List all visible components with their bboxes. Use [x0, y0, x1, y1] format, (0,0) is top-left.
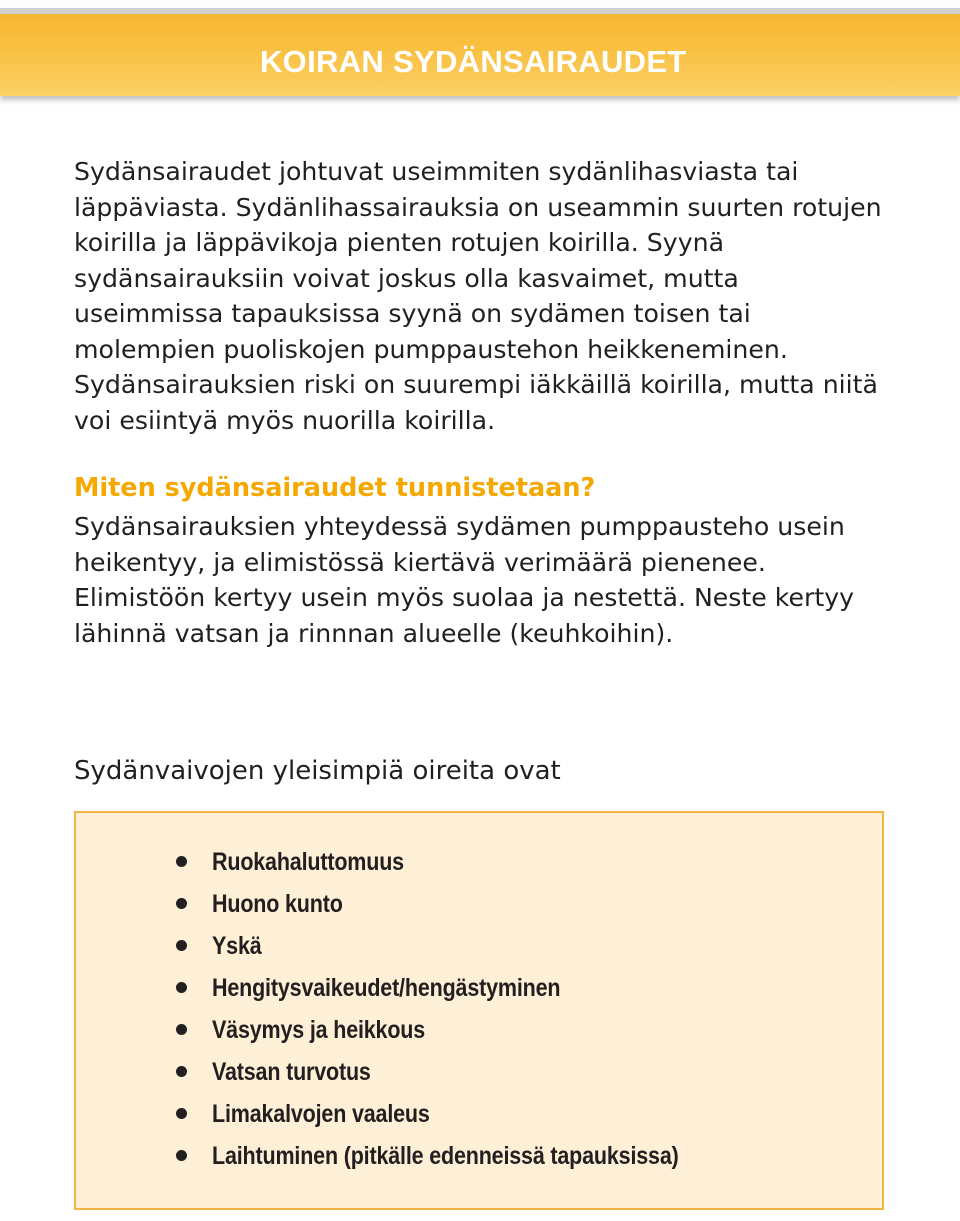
bullet-icon: [176, 1108, 187, 1119]
bullet-icon: [176, 856, 187, 867]
header-band: [0, 8, 960, 96]
symptom-label: Yskä: [212, 932, 262, 960]
recognition-paragraph: Sydänsairauksien yhteydessä sydämen pumppausteho usein heikentyy, ja elimistössä kiertävä verimäärä pienenee. Elimistöön kertyy usein myös suolaa ja nestettä. Neste kertyy lähinnä vatsan ja rinnnan alueelle (keuhkoihin).: [74, 512, 855, 648]
symptom-label: Laihtuminen (pitkälle edenneissä tapauksissa): [212, 1142, 679, 1170]
symptom-label: Huono kunto: [212, 890, 343, 918]
symptom-item: [76, 1053, 882, 1095]
symptom-label: Hengitysvaikeudet/hengästyminen: [212, 974, 561, 1002]
bullet-icon: [176, 940, 187, 951]
bullet-icon: [176, 898, 187, 909]
symptom-item: [76, 843, 882, 885]
symptom-box: [74, 811, 884, 1210]
page-title: KOIRAN SYDÄNSAIRAUDET: [260, 44, 687, 79]
symptom-item: [76, 1011, 882, 1053]
intro-paragraph: Sydänsairaudet johtuvat useimmiten sydänlihasviasta tai läppäviasta. Sydänlihassairauksia on useammin suurten rotujen koirilla ja läppävikoja pienten rotujen koirilla. Syynä sydänsairauksiin voivat joskus olla kasvaimet, mutta useimmissa tapauksissa syynä on sydämen toisen tai molempien puoliskojen pumppaustehon heikkeneminen. Sydänsairauksien riski on suurempi iäkkäillä koirilla, mutta niitä voi esiintyä myös nuorilla koirilla.: [74, 157, 882, 435]
symptom-label: Vatsan turvotus: [212, 1058, 371, 1086]
symptom-label: Limakalvojen vaaleus: [212, 1100, 430, 1128]
recognition-heading: Miten sydänsairaudet tunnistetaan?: [74, 473, 596, 503]
symptom-item: [76, 969, 882, 1011]
bullet-icon: [176, 982, 187, 993]
bullet-icon: [176, 1066, 187, 1077]
symptom-item: [76, 927, 882, 969]
bullet-icon: [176, 1150, 187, 1161]
symptoms-intro: Sydänvaivojen yleisimpiä oireita ovat: [74, 756, 561, 786]
bullet-icon: [176, 1024, 187, 1035]
symptom-list: [76, 843, 882, 1179]
symptom-item: [76, 885, 882, 927]
symptom-item: [76, 1137, 882, 1179]
symptom-label: Ruokahaluttomuus: [212, 848, 404, 876]
symptom-label: Väsymys ja heikkous: [212, 1016, 426, 1044]
symptom-item: [76, 1095, 882, 1137]
